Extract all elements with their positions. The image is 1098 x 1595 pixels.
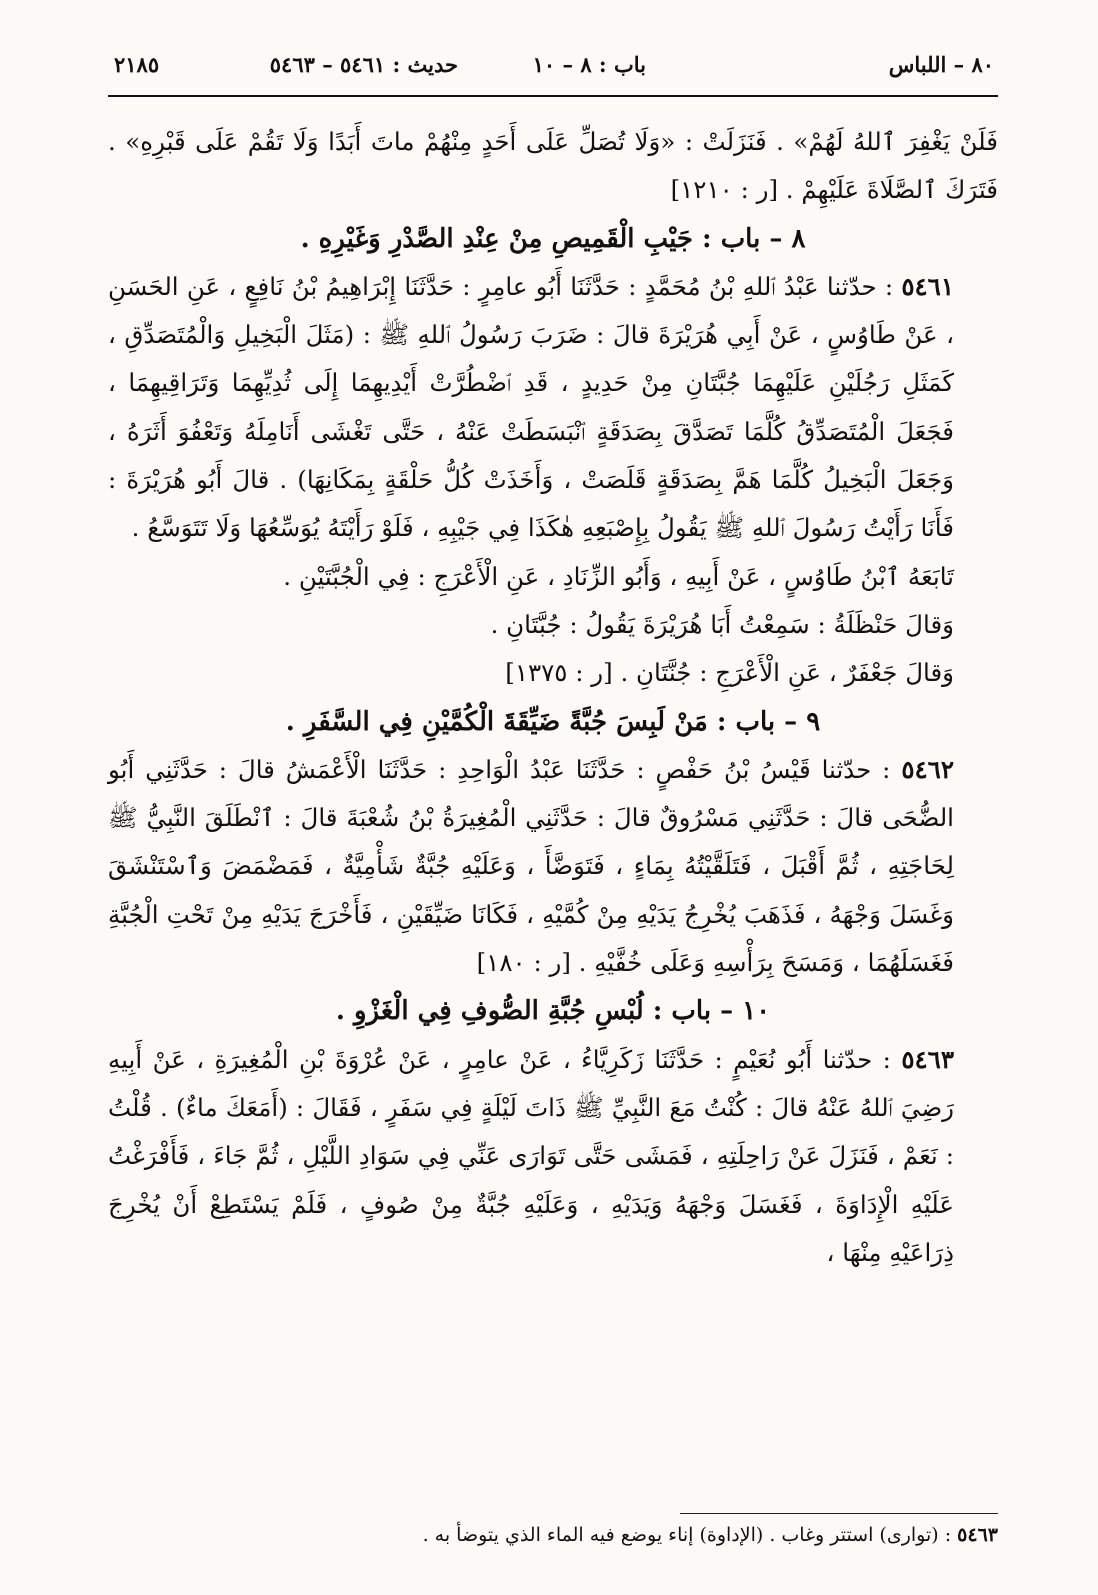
hadith-text: : حدّثنا قَيْسُ بْنُ حَفْصٍ : حَدَّثَنَا عَبْدُ الْوَاحِدِ : حَدَّثَنَا الْأَعْمَشُ قالَ : حَدَّثَنِي أَبُو الضُّحَى قالَ : حَدَّثَنِي مَسْرُوقٌ قالَ : حَدَّثَنِي الْمُغِيرَةُ بْنُ شُعْبَةَ قالَ : ٱنْطَلَقَ النَّبِيُّ ﷺ لِحَاجَتِهِ ، ثُمَّ أَقْبَلَ ، فَتَلَقَّيْتُهُ بِمَاءٍ ، فَتَوَضَّأَ ، وَعَلَيْهِ جُبَّةٌ شَأْمِيَّةٌ ، فَمَضْمَضَ وَٱسْتَنْشَقَ وَغَسَلَ وَجْهَهُ ، فَذَهَبَ يُخْرِجُ يَدَيْهِ مِنْ كُمَّيْهِ ، فَكَانَا ضَيِّقَيْنِ ، فَأَخْرَجَ يَدَيْهِ مِنْ تَحْتِ الْجُبَّةِ فَغَسَلَهُمَا ، وَمَسَحَ بِرَأْسِهِ وَعَلَى خُفَّيْهِ . [ر : ١٨٠] <box>108 754 954 978</box>
hanzala-note: وَقالَ حَنْظَلَةُ : سَمِعْتُ أَبَا هُرَيْرَةَ يَقُولُ : جُبَّتَانِ . <box>490 609 954 639</box>
jafar-note: وَقالَ جَعْفَرٌ ، عَنِ الْأَعْرَجِ : جُنَّتَانِ . [ر : ١٣٧٥] <box>505 658 954 688</box>
continuation-paragraph: فَلَنْ يَغْفِرَ ٱللهُ لَهُمْ» . فَنَزَلَتْ : «وَلَا تُصَلِّ عَلَى أَحَدٍ مِنْهُمْ ماتَ أَبَدًا وَلَا تَقُمْ عَلَى قَبْرِهِ» . فَتَرَكَ ٱلصَّلَاةَ عَلَيْهِمْ . [ر : ١٢١٠] <box>108 127 998 205</box>
hadith-5461 <box>108 263 998 553</box>
chapter-heading-9: ٩ – باب : مَنْ لَبِسَ جُبَّةً ضَيِّقَةَ الْكُمَّيْنِ فِي السَّفَرِ . <box>285 706 821 737</box>
hadith-text: : حدّثنا أَبُو نُعَيْمٍ : حَدَّثَنَا زَكَرِيَّاءُ ، عَنْ عامِرٍ ، عَنْ عُرْوَةَ بْنِ الْمُغِيرَةِ ، عَنْ أَبِيهِ رَضِيَ ٱللهُ عَنْهُ قالَ : كُنْتُ مَعَ النَّبِيِّ ﷺ ذَاتَ لَيْلَةٍ فِي سَفَرٍ ، فَقَالَ : (أَمَعَكَ ماءٌ) . قُلْتُ : نَعَمْ ، فَنَزَلَ عَنْ رَاحِلَتِهِ ، فَمَشَى حَتَّى تَوَارَى عَنِّي فِي سَوَادِ اللَّيْلِ ، ثُمَّ جَاءَ ، فَأَفْرَغْتُ عَلَيْهِ الْإِدَاوَةَ ، فَغَسَلَ وَجْهَهُ وَيَدَيْهِ ، وَعَلَيْهِ جُبَّةٌ مِنْ صُوفٍ ، فَلَمْ يَسْتَطِعْ أَنْ يُخْرِجَ ذِرَاعَيْهِ مِنْهَا ، <box>108 1044 954 1267</box>
hadith-5463 <box>108 1036 998 1277</box>
hadith-text: : حدّثنا عَبْدُ ٱللهِ بْنُ مُحَمَّدٍ : حَدَّثَنَا أَبُو عامِرٍ : حَدَّثَنَا إِبْرَاهِيمُ بْنُ نَافِعٍ ، عَنِ الحَسَنِ ، عَنْ طَاوُسٍ ، عَنْ أَبِي هُرَيْرَةَ قالَ : ضَرَبَ رَسُولُ ٱللهِ ﷺ : (مَثَلَ الْبَخِيلِ وَالْمُتَصَدِّقِ ، كَمَثَلِ رَجُلَيْنِ عَلَيْهِمَا جُبَّتَانِ مِنْ حَدِيدٍ ، قَدِ ٱضْطُرَّتْ أَيْدِيهِمَا إِلَى ثُدِيِّهِمَا وَتَرَاقِيهِمَا ، فَجَعَلَ الْمُتَصَدِّقُ كُلَّمَا تَصَدَّقَ بِصَدَقَةٍ ٱنْبَسَطَتْ عَنْهُ ، حَتَّى تَغْشَى أَنَامِلَهُ وَتَعْفُوَ أَثَرَهُ ، وَجَعَلَ الْبَخِيلُ كُلَّمَا هَمَّ بِصَدَقَةٍ قَلَصَتْ ، وَأَخَذَتْ كُلُّ حَلْقَةٍ بِمَكَانِهَا) . قالَ أَبُو هُرَيْرَةَ : فَأَنَا رَأَيْتُ رَسُولَ ٱللهِ ﷺ يَقُولُ بِإِصْبَعِهِ هٰكَذَا فِي جَيْبِهِ ، فَلَوْ رَأَيْتَهُ يُوَسِّعُهَا وَلَا تَتَوَسَّعُ . <box>108 271 954 543</box>
book-title: ٨٠ – اللباس <box>888 52 994 77</box>
chapter-range: باب : ٨ – ١٠ <box>532 52 646 77</box>
footnote-text: : (توارى) استتر وغاب . (الإداوة) إناء يوضع فيه الماء الذي يتوضأ به . <box>422 1524 958 1546</box>
chapter-heading-8: ٨ – باب : جَيْبِ الْقَمِيصِ مِنْ عِنْدِ الصَّدْرِ وَغَيْرِهِ . <box>300 223 806 254</box>
hadith-number: ٥٤٦١ <box>901 271 954 301</box>
hadith-number: ٥٤٦٢ <box>901 754 954 784</box>
page-number: ٢١٨٥ <box>114 52 160 77</box>
footnote-divider <box>680 1513 998 1514</box>
running-header <box>108 52 998 86</box>
main-text <box>108 118 998 1277</box>
hadith-range: حديث : ٥٤٦١ – ٥٤٦٣ <box>269 52 458 77</box>
chapter-heading-10: ١٠ – باب : لُبْسِ جُبَّةِ الصُّوفِ فِي الْغَزْوِ . <box>335 996 771 1027</box>
hadith-number: ٥٤٦٣ <box>901 1044 954 1074</box>
footnote <box>108 1520 998 1550</box>
hadith-5462 <box>108 746 998 987</box>
mutabaah-note: تَابَعَهُ ٱبْنُ طَاوُسٍ ، عَنْ أَبِيهِ ، وَأَبُو الزِّنَادِ ، عَنِ الْأَعْرَجِ : فِي الْجُبَّتَيْنِ . <box>283 561 954 591</box>
footnote-number: ٥٤٦٣ <box>957 1524 998 1546</box>
header-divider <box>108 95 998 97</box>
